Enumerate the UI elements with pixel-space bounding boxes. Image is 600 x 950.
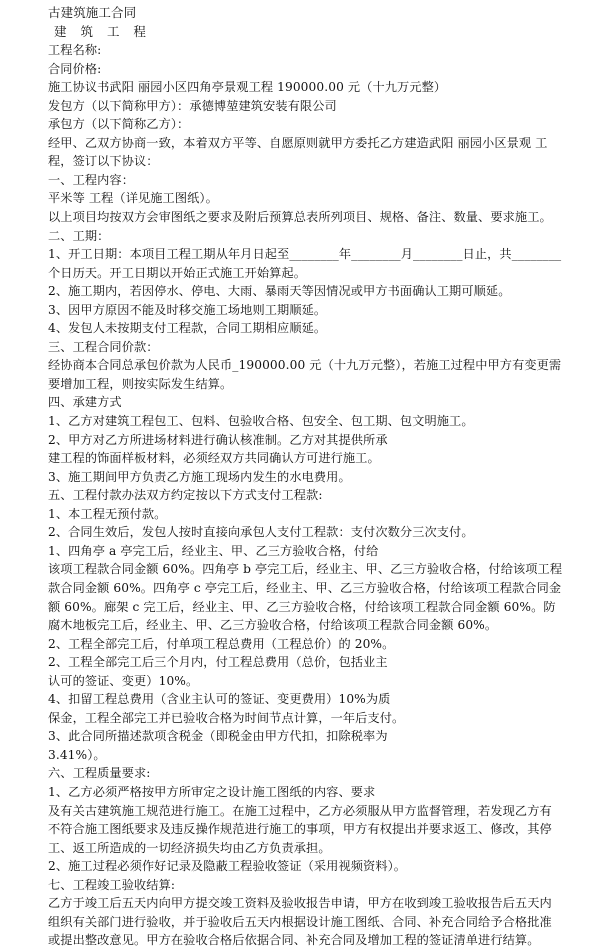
contract-line: 个日历天。开工日期以开始正式施工开始算起。 xyxy=(48,265,307,280)
contract-line: 2、甲方对乙方所进场材料进行确认核准制。乙方对其提供所承 xyxy=(48,432,388,447)
contract-line: 或提出整改意见。甲方在验收合格后依据合同、补充合同及增加工程的签证清单进行结算。 xyxy=(48,933,540,948)
contract-line: 认可的签证、变更）10%。 xyxy=(48,673,199,688)
contract-line: 施工协议书武阳 丽园小区四角亭景观工程 190000.00 元（十九万元整） xyxy=(48,80,447,95)
contract-line: 1、本工程无预付款。 xyxy=(48,506,167,521)
contract-line: 三、工程合同价款： xyxy=(48,339,159,354)
contract-line: 程，签订以下协议： xyxy=(48,154,159,169)
contract-line: 4、发包人未按期支付工程款，合同工期相应顺延。 xyxy=(48,321,327,336)
contract-line: 3.41%）。 xyxy=(48,747,106,762)
contract-line: 发包方（以下简称甲方）：承德博堃建筑安装有限公司 xyxy=(48,98,337,113)
contract-line: 该项工程款合同金额 60%。四角亭 b 亭完工后，经业主、甲、乙三方验收合格，付给该项工程 xyxy=(48,562,563,577)
contract-line: 经甲、乙双方协商一致，本着双方平等、自愿原则就甲方委托乙方建造武阳 丽园小区景观 工 xyxy=(48,135,548,150)
header-title: 古建筑施工合同 xyxy=(48,5,137,20)
contract-line: 合同价格: xyxy=(48,61,102,76)
contract-line: 不符合施工图纸要求及违反操作规范进行施工的事项，甲方有权提出并要求返工、修改，其停 xyxy=(48,822,552,837)
contract-line: 以上项目均按双方会审图纸之要求及附后预算总表所列项目、规格、备注、数量、要求施工。 xyxy=(48,210,552,225)
contract-line: 1、乙方对建筑工程包工、包料、包验收合格、包安全、包工期、包文明施工。 xyxy=(48,414,474,429)
contract-line: 经协商本合同总承包价款为人民币_190000.00 元（十九万元整），若施工过程中甲方有变更需 xyxy=(48,358,562,373)
contract-line: 3、此合同所描述款项含税金（即税金由甲方代扣，扣除税率为 xyxy=(48,729,388,744)
contract-line: 及有关古建筑施工规范进行施工。在施工过程中，乙方必须服从甲方监督管理，若发现乙方有 xyxy=(48,803,552,818)
contract-line: 建工程的饰面样板材料，必须经双方共同确认方可进行施工。 xyxy=(48,451,380,466)
document-title: 建 筑 工 程 xyxy=(54,23,151,39)
contract-line: 承包方（以下简称乙方）： xyxy=(48,117,190,132)
contract-line: 额 60%。廊架 c 完工后，经业主、甲、乙三方验收合格，付给该项工程款合同金额 60%。防 xyxy=(48,599,556,614)
contract-line: 工、返工所造成的一切经济损失均由乙方负责承担。 xyxy=(48,840,331,855)
contract-line: 款合同金额 60%。四角亭 c 亭完工后，经业主、甲、乙三方验收合格，付给该项工程款合同金 xyxy=(48,580,562,595)
contract-line: 四、承建方式 xyxy=(48,395,122,410)
contract-line: 2、施工期内，若因停水、停电、大雨、暴雨天等因情况或甲方书面确认工期可顺延。 xyxy=(48,284,511,299)
contract-line: 保金，工程全部完工并已验收合格为时间节点计算，一年后支付。 xyxy=(48,710,405,725)
contract-line: 2、合同生效后，发包人按时直接向承包人支付工程款：支付次数分三次支付。 xyxy=(48,525,474,540)
contract-line: 二、工期： xyxy=(48,228,110,243)
contract-line: 要增加工程，则按实际发生结算。 xyxy=(48,376,233,391)
contract-line: 组织有关部门进行验收，并于验收后五天内根据设计施工图纸、合同、补充合同给予合格批准 xyxy=(48,914,552,929)
contract-line: 2、工程全部完工后三个月内，付工程总费用（总价，包括业主 xyxy=(48,655,388,670)
contract-line: 六、工程质量要求: xyxy=(48,766,151,781)
contract-body xyxy=(48,41,590,950)
contract-line: 五、工程付款办法双方约定按以下方式支付工程款: xyxy=(48,488,323,503)
contract-line: 腐木地板完工后，经业主、甲、乙三方验收合格，付给该项工程款合同金额 60%。 xyxy=(48,618,498,633)
contract-line: 工程名称: xyxy=(48,43,102,58)
contract-line: 1、开工日期：本项目工程工期从年月日起至________年________月________日止，共________ xyxy=(48,247,562,262)
contract-line: 七、工程竣工验收结算: xyxy=(48,877,176,892)
contract-line: 2、工程全部完工后，付单项工程总费用（工程总价）的 20%。 xyxy=(48,636,395,651)
contract-line: 2、施工过程必须作好记录及隐蔽工程验收签证（采用视频资料）。 xyxy=(48,859,407,874)
contract-line: 3、因甲方原因不能及时移交施工场地则工期顺延。 xyxy=(48,302,327,317)
contract-line: 1、四角亭 a 亭完工后，经业主、甲、乙三方验收合格，付给 xyxy=(48,543,379,558)
contract-line: 4、扣留工程总费用（含业主认可的签证、变更费用）10%为质 xyxy=(48,692,391,707)
contract-line: 一、工程内容： xyxy=(48,172,135,187)
contract-line: 1、乙方必须严格按甲方所审定之设计施工图纸的内容、要求 xyxy=(48,784,376,799)
contract-line: 乙方于竣工后五天内向甲方提交竣工资料及验收报告申请，甲方在收到竣工验收报告后五天内 xyxy=(48,896,552,911)
contract-line: 3、施工期间甲方负责乙方施工现场内发生的水电费用。 xyxy=(48,469,351,484)
contract-line: 平米等 工程（详见施工图纸）。 xyxy=(48,191,218,206)
